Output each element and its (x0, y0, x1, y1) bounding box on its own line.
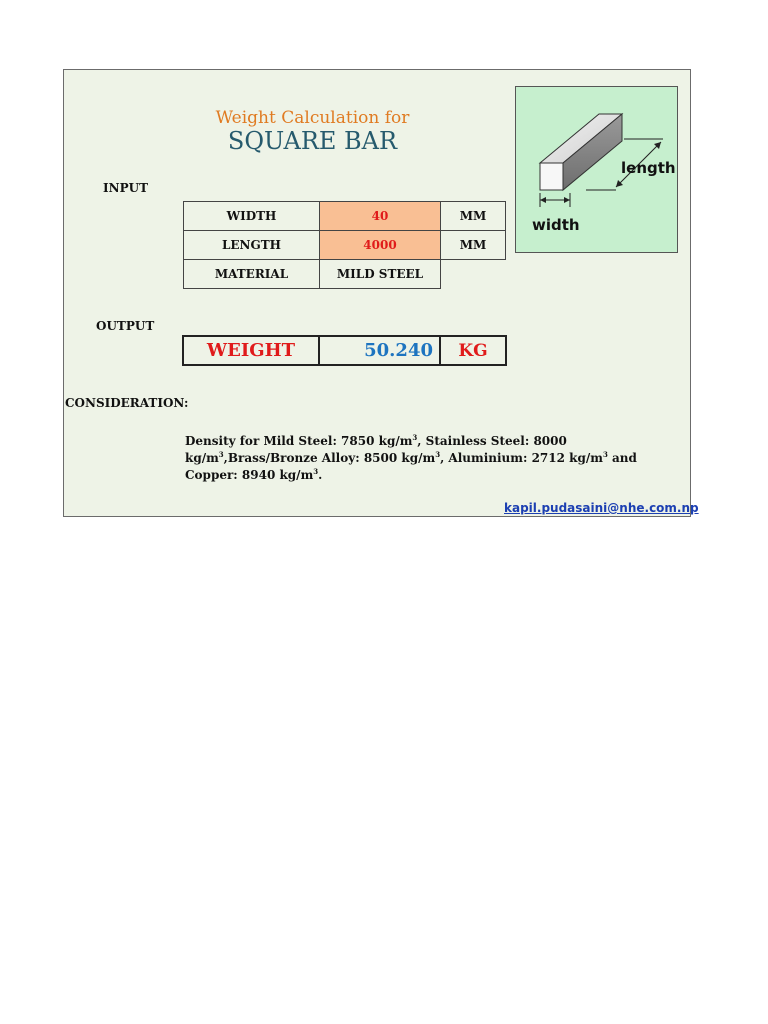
superscript-3: 3 (602, 450, 608, 459)
material-label: MATERIAL (184, 260, 320, 289)
width-label: WIDTH (184, 202, 320, 231)
width-arrow-head-right (564, 197, 570, 203)
width-label: width (532, 216, 580, 234)
weight-value: 50.240 (319, 336, 440, 365)
note-text-3: ,Brass/Bronze Alloy: 8500 kg/m (223, 451, 436, 465)
material-unit (441, 260, 506, 289)
page-title: SQUARE BAR (227, 127, 398, 155)
calculator-sheet (63, 69, 699, 517)
input-row-material (184, 260, 506, 289)
width-input[interactable]: 40 (320, 202, 441, 231)
note-text-2: , Stainless Steel: 8000 kg/m (185, 434, 567, 465)
weight-label: WEIGHT (183, 336, 319, 365)
input-row-width (184, 202, 506, 231)
note-text-6: . (318, 468, 323, 482)
input-section-label: INPUT (103, 181, 148, 195)
contact-email-link[interactable]: kapil.pudasaini@nhe.com.np (504, 501, 699, 515)
superscript-3: 3 (313, 467, 319, 476)
square-bar-diagram (515, 86, 678, 253)
length-input[interactable]: 4000 (320, 231, 441, 260)
width-unit: MM (441, 202, 506, 231)
title-line-1: Weight Calculation for (215, 108, 410, 128)
note-text-5: and Copper: 8940 kg/m (185, 451, 637, 482)
material-value[interactable]: MILD STEEL (320, 260, 441, 289)
output-table (182, 335, 507, 366)
input-table (183, 201, 506, 289)
length-label: length (621, 159, 676, 177)
consideration-label: CONSIDERATION: (65, 396, 189, 410)
square-bar-illustration (516, 87, 679, 254)
bar-front-face (540, 163, 563, 190)
density-note (185, 431, 685, 482)
superscript-3: 3 (435, 450, 441, 459)
input-row-length (184, 231, 506, 260)
note-text-4: , Aluminium: 2712 kg/m (440, 451, 603, 465)
superscript-3: 3 (218, 450, 224, 459)
superscript-3: 3 (412, 433, 418, 442)
weight-unit: KG (440, 336, 506, 365)
note-text-1: Density for Mild Steel: 7850 kg/m (185, 434, 413, 448)
length-label: LENGTH (184, 231, 320, 260)
length-unit: MM (441, 231, 506, 260)
width-arrow-head-left (540, 197, 546, 203)
output-section-label: OUTPUT (96, 319, 155, 333)
output-row (183, 336, 506, 365)
